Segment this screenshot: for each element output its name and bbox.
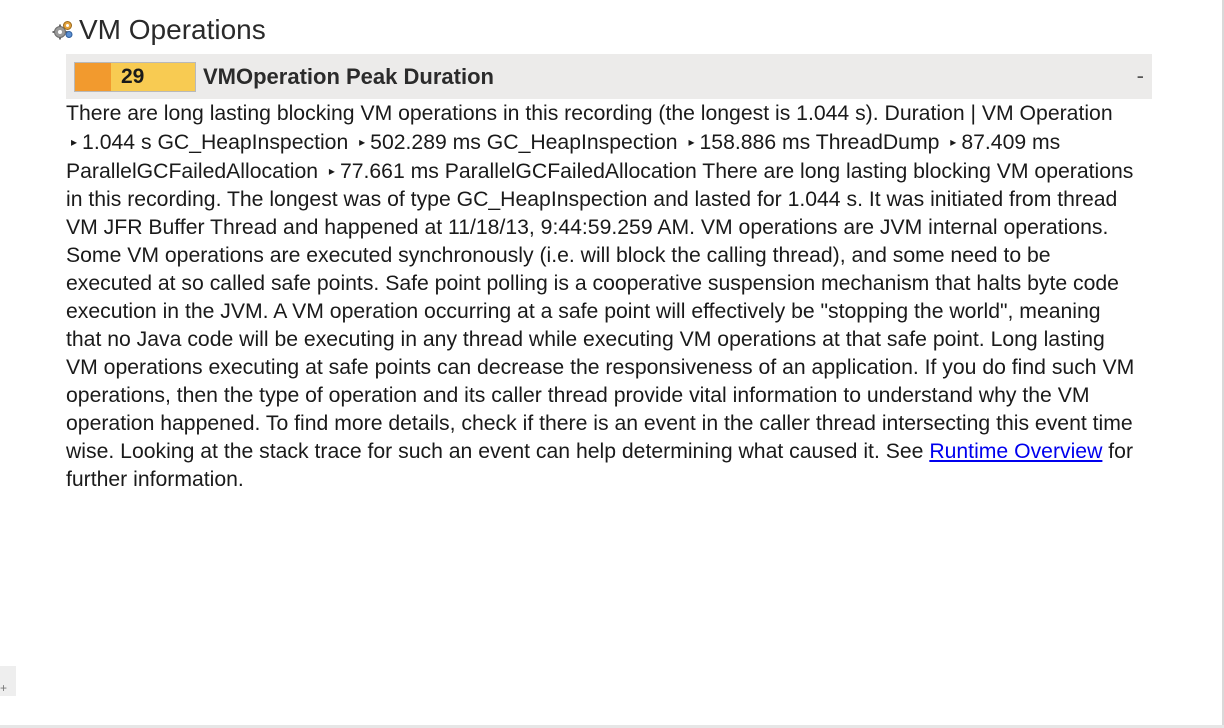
table-header: Duration | VM Operation <box>884 102 1113 125</box>
row-operation: ThreadDump <box>815 131 940 154</box>
gears-icon <box>52 19 74 41</box>
rule-description <box>66 100 1136 494</box>
section-header <box>52 12 266 48</box>
plus-icon: + <box>0 681 8 695</box>
row-arrow-icon: ▸ <box>950 135 957 149</box>
row-arrow-icon: ▸ <box>328 164 335 178</box>
row-operation: ParallelGCFailedAllocation <box>444 160 697 183</box>
rule-title: VMOperation Peak Duration <box>203 63 494 89</box>
score-indicator <box>74 62 196 92</box>
table-row <box>354 131 683 154</box>
score-value: 29 <box>121 64 145 88</box>
row-duration: 158.886 ms <box>699 131 811 154</box>
row-operation: GC_HeapInspection <box>157 131 349 154</box>
row-arrow-icon: ▸ <box>71 135 78 149</box>
table-row <box>324 160 702 183</box>
runtime-overview-link[interactable]: Runtime Overview <box>929 440 1103 463</box>
table-row <box>66 131 354 154</box>
row-operation: ParallelGCFailedAllocation <box>66 160 319 183</box>
trailing-text: for further information. <box>66 440 1134 491</box>
score-fill <box>75 63 111 91</box>
resize-handle[interactable] <box>0 666 16 696</box>
rule-explanation: There are long lasting blocking VM operations in this recording. The longest was of type GC_HeapInspection and lasted for 1.044 s. It was initiated from thread VM JFR Buffer Thread and happened at 11/18/13, 9:44:59.259 AM. VM operations are JVM internal operations. Some VM operations are executed synchronously (i.e. will block the calling thread), and some need to be executed at so called safe points. Safe point polling is a cooperative suspension mechanism that halts byte code execution in the JVM. A VM operation occurring at a safe point will effectively be "stopping the world", meaning that no Java code will be executing in any thread while executing VM operations at that safe point. Long lasting VM operations executing at safe points can decrease the responsiveness of an application. If you do find such VM operations, then the type of operation and its caller thread provide vital information to understand why the VM operation happened. To find more details, check if there is an event in the caller thread intersecting this event time wise. Looking at the stack trace for such an event can help determining what caused it. See <box>66 160 1135 463</box>
row-arrow-icon: ▸ <box>688 135 695 149</box>
row-arrow-icon: ▸ <box>359 135 366 149</box>
collapse-button[interactable]: - <box>1136 63 1144 88</box>
row-duration: 502.289 ms <box>370 131 481 154</box>
row-duration: 77.661 ms <box>339 160 439 183</box>
rule-summary: There are long lasting blocking VM operations in this recording (the longest is 1.044 s). <box>66 102 879 125</box>
section-title: VM Operations <box>79 14 266 45</box>
rule-header[interactable] <box>66 54 1152 99</box>
table-row <box>683 131 945 154</box>
row-duration: 1.044 s <box>82 131 152 154</box>
row-duration: 87.409 ms <box>961 131 1061 154</box>
row-operation: GC_HeapInspection <box>486 131 678 154</box>
